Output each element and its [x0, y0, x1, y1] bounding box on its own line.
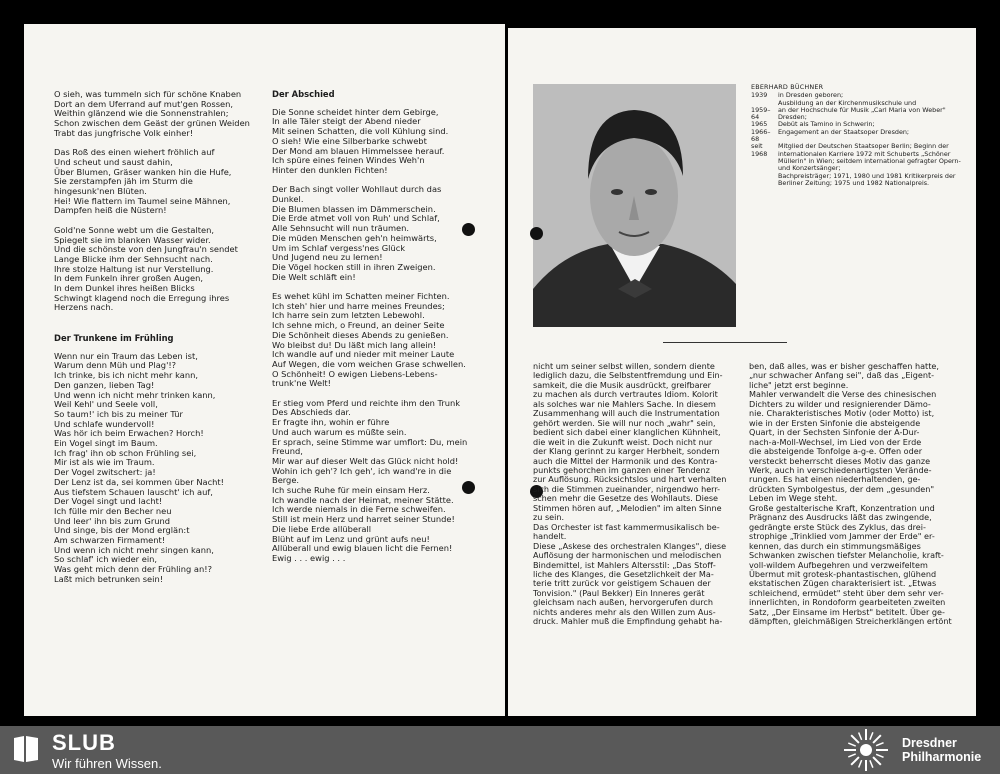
essay-line: der Klang gerinnt zu karger Herbheit, sondern [533, 446, 720, 457]
poem-line: Ewig . . . ewig . . . [272, 553, 346, 563]
essay-line: Quart, in der Sechsten Sinfonie der A-Dur- [749, 427, 920, 438]
essay-line: versteckt beherrscht dieses Motiv das ganze [749, 455, 931, 466]
essay-line: nicht um seiner selbst willen, sondern diente [533, 361, 715, 371]
poem-line: Berge. [272, 475, 300, 486]
poem-line: Ich wandle nach der Heimat, meiner Stätte. [272, 494, 454, 505]
poem-line: Ich trinke, bis ich nicht mehr kann, [54, 370, 198, 381]
punch-hole [462, 223, 475, 236]
portrait-image [533, 84, 736, 327]
poem-line: Am schwarzen Firmament! [54, 535, 166, 546]
stanza [54, 148, 274, 216]
poem-line: Weithin glänzend wie die Sonnenstrahlen; [54, 108, 229, 119]
bio-year: 1939 [751, 91, 768, 100]
poem-line: Wenn nur ein Traum das Leben ist, [54, 350, 198, 361]
essay-line: Tonvision." (Paul Bekker) Ein Inneres gerät [533, 587, 705, 598]
poem-line: Allüberall und ewig blauen licht die Fernen! [272, 543, 453, 554]
philharmonie-logo-icon [840, 728, 892, 772]
poem-line: Er stieg vom Pferd und reichte ihm den Trunk [272, 397, 461, 408]
poem-line: Über Blumen, Gräser wanken hin die Hufe, [54, 166, 232, 177]
slub-brand: SLUB [52, 730, 116, 755]
bio-year: seit 1968 [751, 142, 768, 158]
essay-line: Diese „Askese des orchestralen Klanges", diese [533, 540, 727, 551]
left-page [24, 24, 505, 716]
essay-line: druck. Mahler muß die Empfindung gehabt ha- [533, 616, 723, 627]
slub-tagline: Wir führen Wissen. [52, 756, 162, 771]
essay-line: zu sein. [533, 512, 565, 523]
poem-line: Und leer' ihn bis zum Grund [54, 515, 171, 526]
poem-line: Ich frag' ihn ob schon Frühling sei, [54, 447, 197, 458]
poem-line: Dort an dem Uferrand auf mut'gen Rossen, [54, 98, 234, 109]
punch-hole [530, 227, 543, 240]
essay-line: die absteigende Tonfolge a-g-e. Offen oder [749, 446, 923, 457]
right-page [508, 28, 976, 716]
poem-line: Das Roß des einen wiehert fröhlich auf [54, 147, 215, 158]
poem-line: Still ist mein Herz und harret seiner Stunde! [272, 514, 455, 525]
essay-line: liche" jetzt erst beginne. [749, 379, 849, 390]
poem-line: Herzens nach. [54, 302, 114, 313]
punch-hole [462, 481, 475, 494]
poem-line: Die Blumen blassen im Dämmerschein. [272, 203, 436, 214]
stanza [272, 108, 502, 176]
bio-entry [751, 143, 971, 172]
poem-line: Mir war auf dieser Welt das Glück nicht hold! [272, 455, 459, 466]
poem-column-1 [54, 90, 274, 323]
poem-line: Der Mond am blauen Himmelssee herauf. [272, 145, 445, 156]
stanza [54, 352, 274, 585]
poem-line: Ein Vogel singt im Baum. [54, 438, 158, 449]
poem-line: hingesunk'nen Blüten. [54, 186, 147, 197]
bio-text: Engagement an der Staatsoper Dresden; [778, 127, 910, 136]
poem-line: Der Vogel singt und lacht! [54, 496, 163, 507]
poem-line: Und Jugend neu zu lernen! [272, 252, 383, 263]
essay-line: Mahler verwandelt die Verse des chinesischen [749, 389, 937, 400]
essay-line: Das Orchester ist fast kammermusikalisch be- [533, 521, 720, 532]
essay-line: die weit in die Zukunft weist. Doch nicht nur [533, 436, 713, 447]
poem-line: In dem Dunkel ihres heißen Blicks [54, 283, 195, 294]
essay-line: gleichsam nach außen, hervorgerufen durch [533, 597, 713, 608]
poem-line: Ich fülle mir den Becher neu [54, 505, 172, 516]
essay-line: Leben im Wege steht. [749, 493, 838, 504]
poem-line: Schon zwischen dem Geäst der grünen Weiden [54, 118, 250, 129]
poem-line: Und wenn ich nicht mehr trinken kann, [54, 389, 216, 400]
poem-line: Hei! Wie flattern im Taumel seine Mähnen, [54, 195, 231, 206]
essay-line: schen mehr die Gesetze des Wohllauts. Diese [533, 493, 719, 504]
poem-line: Ihre stolze Haltung ist nur Verstellung. [54, 263, 214, 274]
essay-line: Große gestalterische Kraft, Konzentration und [749, 502, 935, 513]
poem-line: Weil Kehl' und Seele voll, [54, 399, 158, 410]
essay-line: voll-wildem Aufbegehren und verzweifeltem [749, 559, 928, 570]
poem-line: Blüht auf im Lenz und grünt aufs neu! [272, 533, 430, 544]
poem-line: Spiegelt sie im blanken Wasser wider. [54, 234, 211, 245]
poem-line: Dampfen heiß die Nüstern! [54, 205, 167, 216]
poem-line: Gold'ne Sonne webt um die Gestalten, [54, 224, 215, 235]
poem-line: In alle Täler steigt der Abend nieder [272, 116, 421, 127]
essay-line: samkeit, die die Musik ausdrückt, greifbarer [533, 379, 711, 390]
poem-title-trunkene: Der Trunkene im Frühling [54, 333, 174, 343]
poem-line: Der Bach singt voller Wohllaut durch das [272, 184, 442, 195]
essay-line: Schwanken zwischen tiefster Melancholie, kraft- [749, 550, 944, 561]
poem-line: Ich sehne mich, o Freund, an deiner Seite [272, 320, 445, 331]
poem-column-2 [272, 90, 502, 573]
biography [751, 84, 971, 187]
poem-line: Lange Blicke ihm der Sehnsucht nach. [54, 253, 213, 264]
essay-line: liche des Klanges, die Gesetzlichkeit der Ma- [533, 568, 714, 579]
poem-line: So schlaf' ich wieder ein, [54, 554, 158, 565]
bio-text: Debüt als Tamino in Schwerin; [778, 120, 875, 129]
essay-line: gehört werden. Sie will nur noch „wahr" sein, [533, 417, 716, 428]
poem-column-1-lower [54, 334, 274, 594]
bio-entry [751, 107, 971, 122]
essay-column-left [533, 362, 733, 627]
poem-line: Laßt mich betrunken sein! [54, 573, 164, 584]
poem-line: trunk'ne Welt! [272, 378, 331, 389]
poem-title-abschied: Der Abschied [272, 89, 335, 99]
poem-line: O Schönheit! O ewigen Liebens-Lebens- [272, 368, 438, 379]
poem-line: Es wehet kühl im Schatten meiner Fichten. [272, 291, 450, 302]
essay-line: „nur schwacher Anfang sei", daß das „Eigent- [749, 370, 935, 381]
poem-line: Ich harre sein zum letzten Lebewohl. [272, 310, 425, 321]
essay-line: wie in der Ersten Sinfonie die absteigende [749, 417, 921, 428]
bio-year: 1966–68 [751, 127, 771, 144]
poem-line: Und singe, bis der Mond erglän:t [54, 525, 190, 536]
poem-line: Die Welt schläft ein! [272, 271, 356, 282]
poem-line: Dunkel. [272, 194, 304, 205]
bio-text: Mitglied der Deutschen Staatsoper Berlin; Beginn der internationalen Karriere 1972 mit Schuberts „Schöner Müllerin" in Wien; seitdem international gefragter Opern- und Konzertsänger; [778, 142, 961, 173]
essay-line: nach-a-Moll-Wechsel, im Lied von der Erde [749, 436, 922, 447]
bio-year: 1959–64 [751, 105, 771, 122]
poem-line: Der Vogel zwitschert: ja! [54, 467, 156, 478]
poem-line: Die Erde atmet voll von Ruh' und Schlaf, [272, 213, 440, 224]
poem-line: Die Schönheit dieses Abends zu genießen. [272, 329, 449, 340]
essay-line: zur Auflösung. Rücksichtslos und hart verhalten [533, 474, 727, 485]
essay-line: Übermut mit grotesk-phantastischen, glühend [749, 568, 937, 579]
poem-line: Die liebe Erde allüberall [272, 523, 372, 534]
essay-line: punkts gehorchen im ganzen einer Tendenz [533, 464, 710, 475]
poem-line: Alle Sehnsucht will nun träumen. [272, 223, 410, 234]
poem-line: Und scheut und saust dahin, [54, 156, 173, 167]
essay-line: sich die Stimmen zueinander, nirgendwo herr- [533, 483, 721, 494]
poem-line: Hinter den dunklen Fichten! [272, 164, 388, 175]
bio-text: Bachpreisträger; 1971, 1980 und 1981 Kritikerpreis der Berliner Zeitung; 1975 und 1982 Nationalpreis. [778, 171, 956, 187]
essay-line: Stimmen hören auf, „Melodien" im alten Sinne [533, 502, 722, 513]
poem-line: Und wenn ich nicht mehr singen kann, [54, 544, 214, 555]
poem-line: O sieh, was tummeln sich für schöne Knaben [54, 89, 242, 99]
footer-bar [0, 726, 1000, 774]
poem-line: Und die schönste von den Jungfrau'n sendet [54, 244, 238, 255]
poem-line: Sie zerstampfen jäh im Sturm die [54, 176, 193, 187]
essay-column-right [749, 362, 952, 627]
poem-line: Trabt das jungfrische Volk einher! [54, 127, 194, 138]
essay-line: Werk, auch in verschiedenartigsten Verände- [749, 464, 932, 475]
slub-book-icon [12, 734, 40, 764]
poem-line: Und auch warum es müßte sein. [272, 426, 407, 437]
poem-line: Aus tiefstem Schauen lauscht' ich auf, [54, 486, 213, 497]
poem-line: Mit seinen Schatten, die voll Kühlung sind. [272, 126, 449, 137]
poem-line: Ich spüre eines feinen Windes Weh'n [272, 155, 425, 166]
bio-year: 1965 [751, 120, 768, 129]
poem-line: Die Sonne scheidet hinter dem Gebirge, [272, 106, 439, 117]
essay-line: ben, daß alles, was er bisher geschaffen hatte, [749, 361, 939, 371]
essay-line: auch die Mittel der Harmonik und des Kontra- [533, 455, 718, 466]
poem-line: Des Abschieds dar. [272, 407, 351, 418]
bio-text: in Dresden geboren; [778, 91, 844, 100]
essay-line: Prägnanz des Ausdrucks läßt das zwingende, [749, 512, 932, 523]
bio-name: EBERHARD BÜCHNER [751, 83, 824, 91]
essay-line: gedrängte erste Stück des Zyklus, das drei- [749, 521, 926, 532]
essay-line: kennen, das durch ein stimmungsmäßiges [749, 540, 921, 551]
essay-line: innerlichten, in Rondoform gearbeiteten zweiten [749, 597, 946, 608]
poem-line: Freund, [272, 446, 303, 457]
essay-line: Zusammenhang will auch die Instrumentation [533, 408, 720, 419]
poem-line: Was geht mich denn der Frühling an!? [54, 564, 212, 575]
essay-line: Satz, „Der Einsame im Herbst" betitelt. Über ge- [749, 606, 945, 617]
essay-line: rungen. Es hat einen niederhaltenden, ge- [749, 474, 921, 485]
poem-line: Und schlafe wundervoll! [54, 418, 155, 429]
stanza [54, 90, 274, 139]
bio-entry [751, 129, 971, 144]
bio-text: Ausbildung an der Kirchenmusikschule und [778, 98, 917, 107]
essay-line: bedient sich dabei einer klanglichen Kühnheit, [533, 427, 721, 438]
poem-line: Was hör ich beim Erwachen? Horch! [54, 428, 204, 439]
poem-line: Warum denn Müh und Plag'!? [54, 360, 177, 371]
poem-line: Den ganzen, lieben Tag! [54, 379, 155, 390]
essay-line: schleichend, ermüdet" steht über dem sehr ver- [749, 587, 944, 598]
poem-line: Die Vögel hocken still in ihren Zweigen. [272, 261, 436, 272]
essay-line: dämpften, gleichmäßigen Streicherklängen ertönt [749, 616, 952, 627]
poem-line: Er fragte ihn, wohin er führe [272, 417, 390, 428]
essay-line: handelt. [533, 531, 567, 542]
essay-line: drückten Symbolgestus, der dem „gesunden" [749, 483, 935, 494]
poem-line: So taum!' ich bis zu meiner Tür [54, 408, 183, 419]
portrait-photo [533, 84, 736, 327]
essay-line: als solches war nie Mahlers Sache. In diesem [533, 398, 716, 409]
essay-line: ekstatischen Zügen charakterisiert ist. „Etwas [749, 578, 937, 589]
poem-line: In dem Funkeln ihrer großen Augen, [54, 273, 204, 284]
poem-line: Ich suche Ruhe für mein einsam Herz. [272, 485, 430, 496]
poem-line: Die müden Menschen geh'n heimwärts, [272, 232, 437, 243]
essay-line: nie. Charakteristisches Motiv (oder Motto) ist, [749, 408, 935, 419]
essay-line: strophige „Trinklied vom Jammer der Erde" er- [749, 531, 935, 542]
poem-line: O sieh! Wie eine Silberbarke schwebt [272, 135, 427, 146]
poem-line: Auf Wegen, die vom weichen Grase schwellen. [272, 358, 466, 369]
poem-line: Er sprach, seine Stimme war umflort: Du, mein [272, 436, 468, 447]
poem-line: Der Lenz ist da, sei kommen über Nacht! [54, 476, 225, 487]
philharmonie-name: Dresdner Philharmonie [902, 736, 982, 764]
essay-line: Dichters zu wilder und resignierender Dämo- [749, 398, 931, 409]
essay-line: terie tritt zurück vor geistigem Schauen der [533, 578, 711, 589]
stanza [54, 226, 274, 313]
bio-entry [751, 173, 971, 188]
poem-line: Wohin ich geh'? Ich geh', ich wand're in die [272, 465, 452, 476]
poem-line: Ich wandle auf und nieder mit meiner Laute [272, 349, 455, 360]
stanza [272, 292, 502, 389]
poem-line: Mir ist als wie im Traum. [54, 457, 155, 468]
poem-line: Wo bleibst du! Du läßt mich lang allein! [272, 339, 437, 350]
essay-line: nichts anderes mehr als den Willen zum Aus- [533, 606, 716, 617]
bio-text: an der Hochschule für Musik „Carl Maria von Weber" Dresden; [778, 105, 946, 122]
bio-year [751, 173, 778, 188]
poem-line: Um im Schlaf vergess'nes Glück [272, 242, 406, 253]
poem-line: Ich werde niemals in die Ferne schweifen. [272, 504, 446, 515]
poem-line: Ich steh' hier und harre meines Freundes; [272, 300, 445, 311]
divider [663, 342, 787, 343]
essay-line: Auflösung der harmonischen und melodischen [533, 550, 722, 561]
essay-line: Bindemittel, ist Mahlers Altersstil: „Das Stoff- [533, 559, 716, 570]
essay-line: zu machen als durch vertrautes Idiom. Kolorit [533, 389, 718, 400]
essay-line: lediglich dazu, die Selbstentfremdung und Ein- [533, 370, 723, 381]
poem-line: Schwingt klagend noch die Erregung ihres [54, 292, 230, 303]
